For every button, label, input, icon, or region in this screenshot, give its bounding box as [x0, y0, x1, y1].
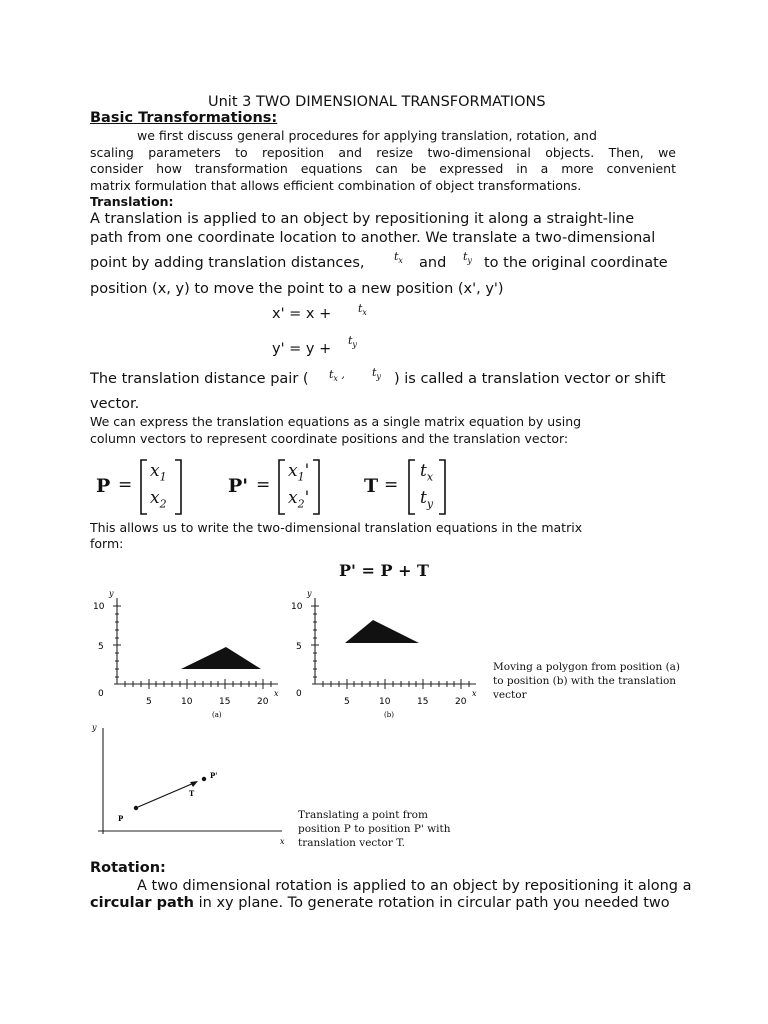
equation-y: y' = y + [272, 341, 332, 357]
matrix-p-eq: = [118, 475, 133, 495]
heading-rotation: Rotation: [90, 860, 166, 876]
figure-a-tick-5: 5 [98, 642, 104, 652]
figure-b-tick-x15: 15 [417, 697, 429, 707]
figure-b-polygon [345, 620, 419, 643]
rotation-line-2 [90, 895, 670, 911]
figure-a-polygon [181, 647, 261, 669]
pair-line-a: The translation distance pair ( [90, 371, 309, 387]
figure-b-tick-5: 5 [296, 642, 302, 652]
matrix-paragraph-2: column vectors to represent coordinate positions and the translation vector: [90, 431, 569, 446]
intro-line-4: matrix formulation that allows efficient combination of object transformations. [90, 178, 582, 193]
caption1-line-1: Moving a polygon from position (a) [493, 661, 681, 673]
matrix-t-tx: $t_x$ [420, 461, 434, 484]
intro-line-1: we first discuss general procedures for applying translation, rotation, and [137, 128, 597, 143]
caption1-line-3: vector [493, 689, 527, 701]
figure-ab-caption [493, 660, 680, 702]
figure-point-caption [298, 808, 450, 850]
figure-a-tick-0: 0 [98, 689, 104, 699]
translation-line-3c: to the original coordinate [484, 255, 668, 271]
translation-line-3a: point by adding translation distances, [90, 255, 365, 271]
matrix-pp-label: P' [228, 475, 249, 497]
label-t: T [189, 789, 195, 798]
caption1-line-2: to position (b) with the translation [493, 675, 677, 687]
matrix-p-x2: $x_2$ [150, 488, 167, 511]
matrix-formula: P' = P + T [339, 561, 429, 580]
pair-line-b: ) is called a translation vector or shift [394, 371, 666, 387]
figure-b-tick-x20: 20 [455, 697, 467, 707]
pair-tx: $t_x$ , [329, 368, 345, 384]
matrix-p-x1: $x_1$ [150, 461, 167, 484]
caption2-line-3: translation vector T. [298, 837, 405, 849]
figure-b [286, 588, 482, 722]
figure-c-axis-y: y [92, 723, 97, 732]
figure-a-axes [114, 598, 278, 684]
figure-b-tick-0: 0 [296, 689, 302, 699]
figure-b-tick-10: 10 [291, 602, 303, 612]
point-p [134, 806, 138, 810]
matrix-pp-x2: $x_2'$ [288, 488, 310, 511]
matrix-paragraph-1: We can express the translation equations as a single matrix equation by using [90, 414, 582, 429]
symbol-tx: $t_x$ [394, 250, 403, 266]
rotation-line-1: A two dimensional rotation is applied to an object by repositioning it along a [137, 878, 692, 894]
rotation-bold-term: circular path [90, 895, 195, 911]
caption2-line-2: position P to position P' with [298, 823, 451, 835]
pair-line-c: vector. [90, 396, 140, 412]
figure-a-tick-x20: 20 [257, 697, 269, 707]
label-p: P [118, 814, 124, 823]
figure-c-axes [98, 728, 282, 834]
figure-a-tick-10: 10 [93, 602, 105, 612]
matrix-p-label: P [96, 475, 111, 497]
matrix-t-label: T [364, 475, 379, 497]
figure-a [88, 588, 284, 722]
translation-line-4: position (x, y) to move the point to a new position (x', y') [90, 281, 504, 297]
matrix-pp-x1: $x_1'$ [288, 461, 310, 484]
point-p-prime [202, 777, 206, 781]
matrix-t-eq: = [384, 475, 399, 495]
heading-basic-transformations: Basic Transformations: [90, 110, 278, 126]
translation-line-3b: and [419, 255, 447, 271]
caption2-line-1: Translating a point from [298, 809, 428, 821]
pair-ty: $t_y$ [372, 366, 381, 382]
intro-line-2: scaling parameters to reposition and resize two-dimensional objects. Then, we [90, 145, 676, 160]
rotation-line-2-rest: in xy plane. To generate rotation in circular path you needed two [194, 895, 670, 911]
figure-b-tick-x10: 10 [379, 697, 391, 707]
equation-x: x' = x + [272, 306, 332, 322]
figure-point-translation [86, 720, 296, 848]
figure-b-axis-y: y [307, 589, 312, 598]
figure-c-axis-x: x [280, 837, 285, 846]
matrix-t-ty: $t_y$ [420, 488, 434, 511]
figure-a-axis-y: y [109, 589, 114, 598]
figure-b-ticks [311, 606, 469, 689]
matrix-equations [90, 455, 470, 517]
figure-a-tick-x10: 10 [181, 697, 193, 707]
figure-a-axis-x: x [274, 689, 279, 698]
label-p-prime: P' [210, 771, 218, 780]
figure-b-label: (b) [384, 711, 394, 719]
heading-translation: Translation: [90, 194, 174, 209]
figure-a-tick-x15: 15 [219, 697, 231, 707]
matrix-pp-eq: = [256, 475, 271, 495]
intro-line-3: consider how transformation equations can be expressed in a more convenient [90, 161, 676, 176]
figure-a-ticks [113, 606, 271, 689]
figure-a-tick-x5: 5 [146, 697, 152, 707]
figure-b-axis-x: x [472, 689, 477, 698]
allows-paragraph-1: This allows us to write the two-dimensional translation equations in the matrix [90, 520, 583, 535]
translation-vector-line [138, 783, 194, 807]
symbol-ty: $t_y$ [463, 250, 472, 266]
figure-b-tick-x5: 5 [344, 697, 350, 707]
allows-paragraph-2: form: [90, 536, 124, 551]
page-title: Unit 3 TWO DIMENSIONAL TRANSFORMATIONS [208, 94, 546, 110]
translation-line-2: path from one coordinate location to another. We translate a two-dimensional [90, 230, 656, 246]
translation-line-1: A translation is applied to an object by repositioning it along a straight-line [90, 211, 635, 227]
equation-x-tx: $t_x$ [358, 302, 367, 318]
figure-a-label: (a) [212, 711, 222, 719]
equation-y-ty: $t_y$ [348, 334, 357, 350]
